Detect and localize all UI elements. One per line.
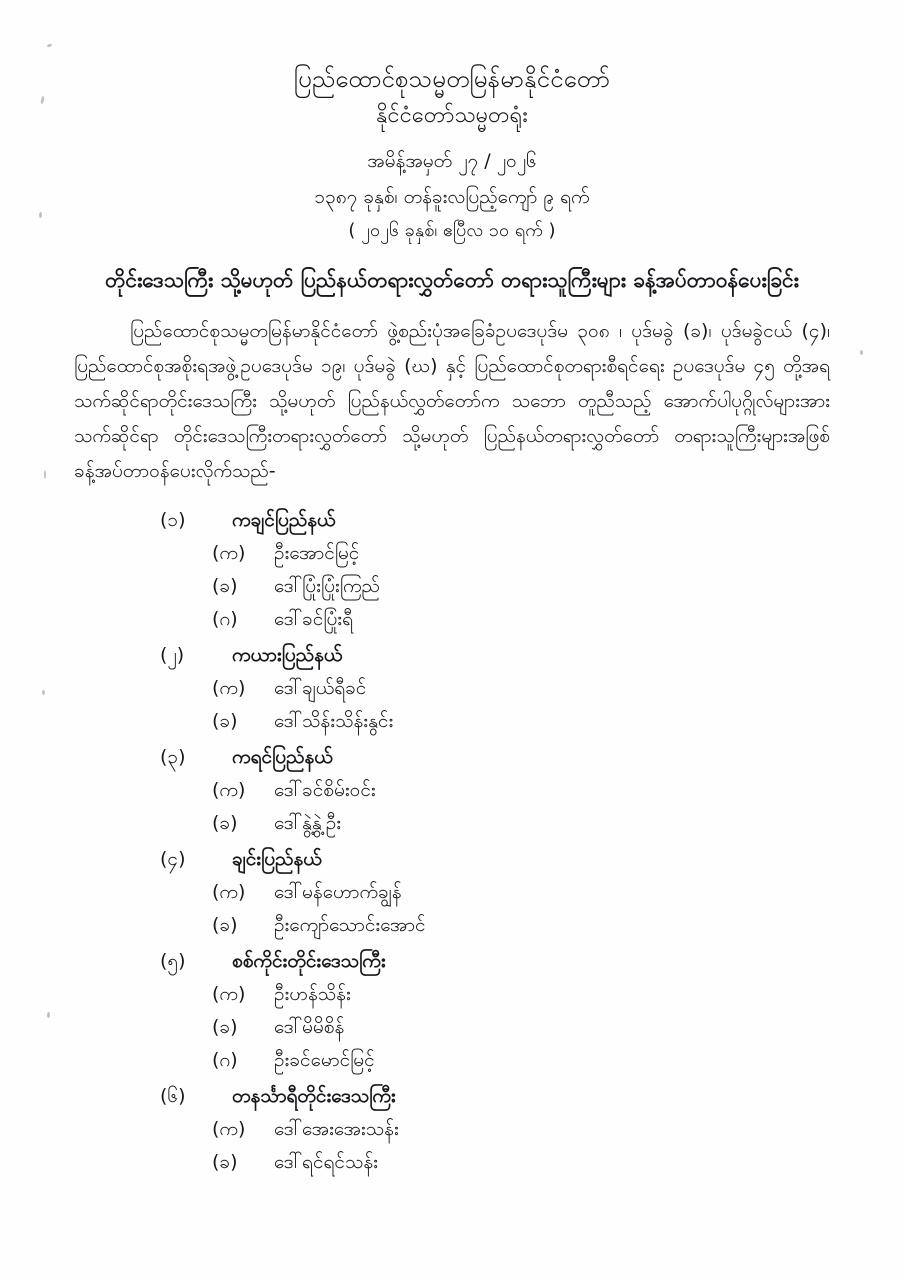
state-name: တနင်္သာရီတိုင်းဒေသကြီး [232, 1085, 396, 1107]
person-mark: (ခ) [212, 1151, 238, 1173]
state-block [74, 503, 830, 636]
list-item [74, 603, 830, 636]
person-name: ဒေါ်ချယ်ရီခင် [274, 677, 367, 699]
person-name: ဒေါ်ခင်စိမ်းဝင်း [274, 779, 376, 801]
document-header-office: နိုင်ငံတော်သမ္မတရုံး [376, 103, 528, 128]
list-item [74, 537, 830, 570]
person-mark: (ခ) [212, 575, 238, 597]
list-item [74, 672, 830, 705]
scan-speck [42, 690, 45, 695]
scan-speck [40, 96, 45, 104]
list-item [74, 570, 830, 603]
person-name: ဦးအောင်မြင့် [274, 542, 360, 564]
state-block [74, 740, 830, 840]
person-mark: (ခ) [212, 812, 238, 834]
list-item [74, 876, 830, 909]
person-name: ဦးခင်မောင်မြင့် [274, 1049, 375, 1071]
person-mark: (ခ) [212, 914, 238, 936]
list-item [74, 1044, 830, 1077]
state-number: (၄) [160, 848, 186, 870]
state-heading [74, 944, 830, 978]
person-name: ဦးဟန်သိန်း [274, 983, 351, 1005]
state-name: ကယားပြည်နယ် [232, 644, 343, 666]
person-mark: (က) [212, 983, 246, 1005]
state-number: (၁) [160, 509, 186, 531]
person-mark: (ခ) [212, 1016, 238, 1038]
person-name: ဒေါ်ရင်ရင်သန်း [274, 1151, 378, 1173]
person-mark: (ခ) [212, 710, 238, 732]
person-mark: (က) [212, 779, 246, 801]
scan-speck [44, 470, 46, 479]
date-gregorian: ( ၂၀၂၆ ခုနှစ်၊ ဧပြီလ ၁၀ ရက် ) [348, 220, 556, 241]
person-name: ဦးကျော်သောင်းအောင် [274, 914, 426, 936]
order-number: အမိန့်အမှတ် ၂၇ / ၂၀၂၆ [367, 150, 537, 172]
state-block [74, 638, 830, 738]
date-myanmar-era: ၁၃၈၇ ခုနှစ်၊ တန်ခူးလပြည့်ကျော် ၉ ရက် [314, 186, 590, 208]
scan-speck [47, 1012, 50, 1018]
state-number: (၆) [160, 1085, 186, 1107]
state-block [74, 1079, 830, 1179]
state-number: (၂) [160, 644, 185, 666]
person-mark: (က) [212, 1118, 246, 1140]
list-item [74, 705, 830, 738]
state-block [74, 842, 830, 942]
person-mark: (က) [212, 881, 246, 903]
person-mark: (ဂ) [212, 1049, 238, 1071]
person-name: ဒေါ်သိန်းသိန်းနွင်း [274, 710, 394, 732]
list-item [74, 774, 830, 807]
state-name: စစ်ကိုင်းတိုင်းဒေသကြီး [232, 950, 386, 972]
list-item [74, 978, 830, 1011]
state-block [74, 944, 830, 1077]
person-name: ဒေါ်မန်ဟောက်ချွန် [274, 881, 402, 903]
state-number: (၅) [160, 950, 186, 972]
list-item [74, 1011, 830, 1044]
person-name: ဒေါ်နွဲ့နွဲ့ဦး [274, 812, 342, 834]
body-paragraph: ပြည်ထောင်စုသမ္မတမြန်မာနိုင်ငံတော် ဖွဲ့စည်းပုံအခြေခံဥပဒေပုဒ်မ ၃၀၈ ၊ ပုဒ်မခွဲ (ခ)၊ ပုဒ်မခွဲငယ် (၄)၊ ပြည်ထောင်စုအစိုးရအဖွဲ့ဥပဒေပုဒ်မ ၁၉၊ ပုဒ်မခွဲ (ဃ) နှင့် ပြည်ထောင်စုတရားစီရင်ရေး ဥပဒေပုဒ်မ ၄၅ တို့အရ သက်ဆိုင်ရာတိုင်းဒေသကြီး သို့မဟုတ် ပြည်နယ်လွှတ်တော်က သဘော တူညီသည့် အောက်ပါပုဂ္ဂိုလ်များအား သက်ဆိုင်ရာ တိုင်းဒေသကြီးတရားလွှတ်တော် သို့မဟုတ် ပြည်နယ်တရားလွှတ်တော် တရားသူကြီးများအဖြစ် ခန့်အပ်တာဝန်ပေးလိုက်သည်- [74, 320, 830, 482]
state-heading [74, 503, 830, 537]
list-item [74, 807, 830, 840]
document-subject: တိုင်းဒေသကြီး သို့မဟုတ် ပြည်နယ်တရားလွှတ်တော် တရားသူကြီးများ ခန့်အပ်တာဝန်ပေးခြင်း [105, 268, 799, 292]
list-item [74, 1146, 830, 1179]
state-name: ချင်းပြည်နယ် [232, 848, 322, 870]
document-header-country: ပြည်ထောင်စုသမ္မတမြန်မာနိုင်ငံတော် [293, 65, 611, 93]
scan-speck [47, 43, 53, 48]
state-heading [74, 740, 830, 774]
state-name: ကရင်ပြည်နယ် [232, 746, 333, 768]
person-mark: (ဂ) [212, 608, 238, 630]
state-heading [74, 1079, 830, 1113]
person-mark: (က) [212, 677, 246, 699]
person-mark: (က) [212, 542, 246, 564]
person-name: ဒေါ်ခင်ပြုံးရီ [274, 608, 354, 630]
person-name: ဒေါ်အေးအေးသန်း [274, 1118, 399, 1140]
appointments-list [74, 503, 830, 1179]
state-heading [74, 638, 830, 672]
state-name: ကချင်ပြည်နယ် [232, 509, 336, 531]
list-item [74, 1113, 830, 1146]
person-name: ဒေါ်မိမိစိန် [274, 1016, 345, 1038]
state-heading [74, 842, 830, 876]
list-item [74, 909, 830, 942]
person-name: ဒေါ်ပြုံးပြုံးကြည် [274, 575, 380, 597]
scan-speck [39, 212, 42, 218]
scan-speck [860, 350, 863, 355]
state-number: (၃) [160, 746, 186, 768]
